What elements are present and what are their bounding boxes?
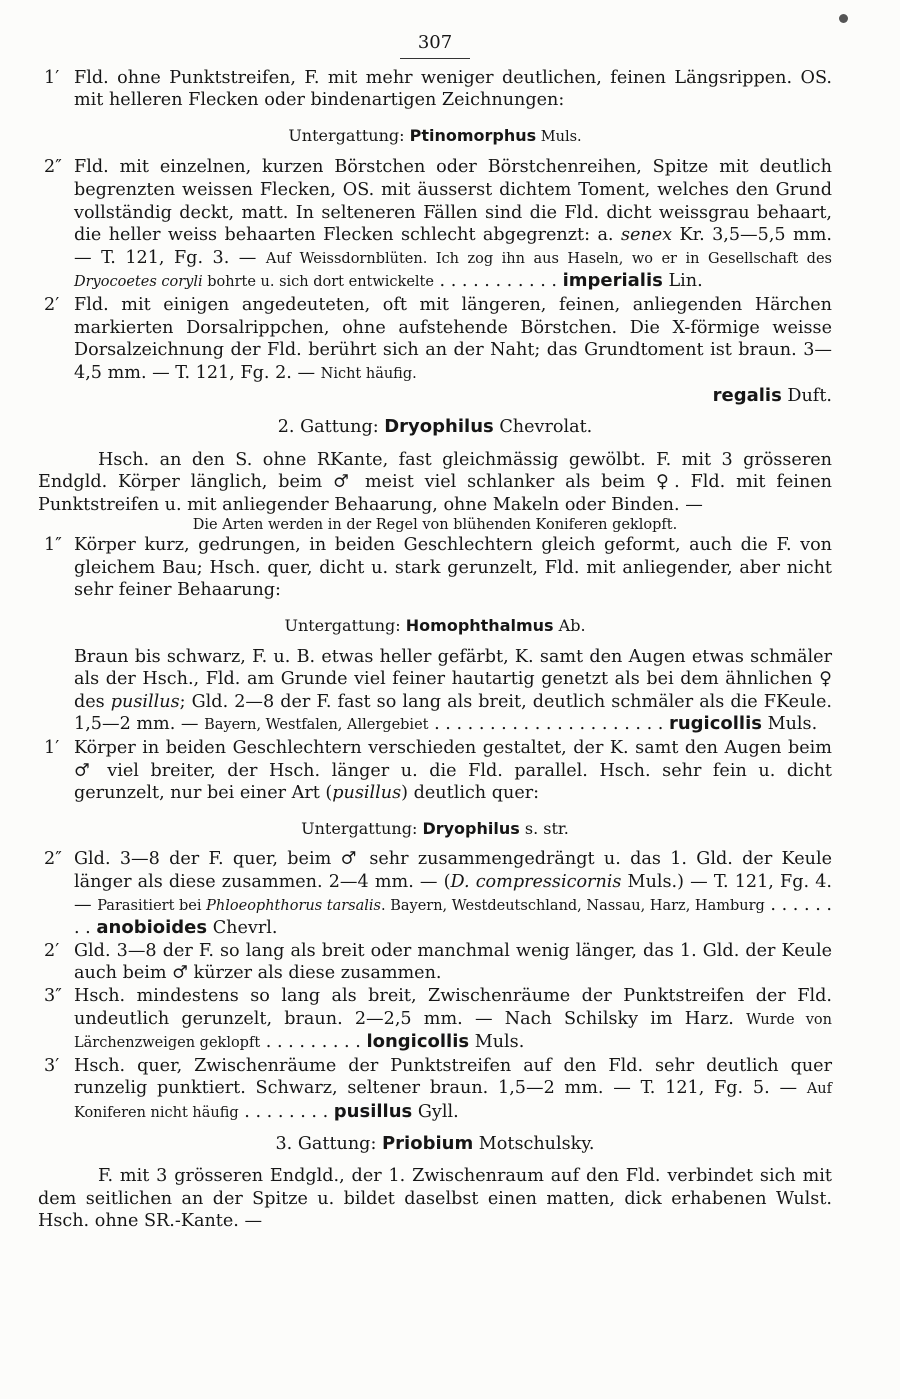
text-run: Braun bis schwarz, F. u. B. etwas heller gefärbt, K. samt den Augen etwas schmäler als der Hsch., Fld. am Grunde viel feiner hautartig genetzt als bei dem ähnlichen ♀ des [74, 646, 832, 712]
text-run: Gld. 3—8 der F. quer, beim ♂ sehr zusammengedrängt u. das 1. Gld. der Keule länger als diese zusammen. 2—4 mm. — ( [74, 849, 832, 892]
text-run: Auf Koniferen nicht häufig [74, 1081, 832, 1121]
text-run: Nicht häufig. [320, 365, 417, 382]
text-run: pusillus [110, 691, 180, 712]
text-run: D. compressicornis [450, 872, 622, 892]
text-run: Duft. [781, 386, 832, 407]
text-run: Gyll. [412, 1101, 459, 1122]
paragraph [38, 1165, 832, 1233]
couplet-number: 3′ [44, 1055, 60, 1076]
text-run: Chevrl. [207, 918, 278, 939]
text-run: Fld. mit einzelnen, kurzen Börstchen oder Börstchenreihen, Spitze mit deutlich begrenzten weissen Flecken, OS. mit äusserst dichtem Toment, welches den Grund vollständig deckt, matt. In selteneren Fällen sind die Fld. dicht weissgrau behaart, die heller weiss behaarten Flecken schlecht abgegrenzt: a. [74, 157, 832, 246]
text-run: Gld. 3—8 der F. so lang als breit oder manchmal wenig länger, das 1. Gld. der Keule auch beim ♂ kürzer als diese zusammen. [74, 940, 832, 984]
species-name: rugicollis [668, 713, 762, 735]
species-line [38, 385, 832, 408]
text-run: . Bayern, Westdeutschland, Nassau, Harz, Hamburg [380, 897, 765, 914]
species-name: longicollis [366, 1031, 470, 1053]
text-run: ) deutlich quer: [401, 783, 540, 804]
text-run: Körper in beiden Geschlechtern verschieden gestaltet, der K. samt den Augen beim ♂ viel breiter, der Hsch. länger u. die Fld. parallel. Hsch. sehr fein u. dicht gerunzelt, nur bei einer Art ( [74, 738, 832, 804]
paragraph [38, 646, 832, 737]
subgenus-heading [38, 818, 832, 841]
text-run: Untergattung: [301, 818, 423, 838]
text-run: Muls. [469, 1032, 525, 1053]
text-run: Untergattung: [288, 125, 410, 145]
species-name: regalis [712, 385, 782, 407]
species-name: Priobium [381, 1132, 474, 1154]
ink-dot [839, 14, 848, 23]
taxon-name: Homophthalmus [405, 616, 554, 636]
text-run: F. mit 3 grösseren Endgld., der 1. Zwischenraum auf den Fld. verbindet sich mit dem seitlichen an der Spitze u. bildet daselbst einen matten, dick erhabenen Wulst. Hsch. ohne SR.-Kante. — [38, 1166, 832, 1232]
text-run: . . . . . . . . [238, 1101, 334, 1122]
text-run: Parasitiert bei [97, 897, 207, 914]
key-couplet [38, 294, 832, 385]
text-run: Ab. [553, 616, 586, 636]
text-run: Muls. [536, 128, 582, 145]
genus-heading [38, 1133, 832, 1156]
species-name: Dryophilus [384, 415, 494, 437]
text-run: Untergattung: [284, 616, 406, 636]
couplet-number: 3″ [44, 985, 62, 1006]
paragraph [38, 449, 832, 517]
taxon-name: Dryophilus [422, 818, 520, 838]
text-run: Phloeophthorus tarsalis [206, 897, 381, 914]
key-couplet [38, 156, 832, 294]
text-run: Hsch. quer, Zwischenräume der Punktstreifen auf den Fld. sehr deutlich quer runzelig punktiert. Schwarz, seltener braun. 1,5—2 mm. — T. 121, Fg. 5. — [74, 1055, 832, 1099]
text-run: Fld. ohne Punktstreifen, F. mit mehr weniger deutlichen, feinen Längsrippen. OS. mit helleren Flecken oder bindenartigen Zeichnungen: [74, 67, 832, 111]
text-run: Dryocoetes coryli [74, 274, 203, 291]
subgenus-heading [38, 125, 832, 149]
page-number-rule [400, 58, 470, 59]
note-line: Die Arten werden in der Regel von blühenden Koniferen geklopft. [192, 517, 678, 534]
taxon-name: Ptinomorphus [409, 125, 537, 145]
key-couplet [38, 1055, 832, 1125]
text-run: Lin. [662, 271, 703, 292]
text-run: . . . . . . . . . . . [433, 271, 563, 292]
text-run: 3. Gattung: [275, 1133, 382, 1154]
text-run: ; Gld. 2—8 der F. fast so lang als breit, deutlich schmäler als die FKeule. 1,5—2 mm. — [74, 691, 832, 735]
couplet-number: 1′ [44, 67, 60, 88]
page-number: 307 [417, 32, 453, 53]
text-run: 2. Gattung: [277, 416, 385, 437]
species-name: anobioides [96, 917, 208, 939]
text-run: Hsch. an den S. ohne RKante, fast gleichmässig gewölbt. F. mit 3 grösseren Endgld. Körper länglich, beim ♂ meist viel schlanker als beim ♀. Fld. mit feinen Punktstreifen u. mit anliegender Behaarung, ohne Makeln oder Binden. — [38, 449, 832, 515]
couplet-number: 1′ [44, 738, 60, 759]
text-run: Chevrolat. [493, 416, 593, 437]
text-run: . . . . . . . . [74, 894, 832, 939]
text-run: Muls. [761, 714, 818, 735]
page-content [38, 67, 832, 1233]
text-run: Wurde von Lärchenzweigen geklopft [74, 1011, 832, 1052]
couplet-number: 2′ [44, 294, 60, 315]
couplet-number: 2″ [44, 849, 62, 870]
subgenus-heading [38, 615, 832, 638]
text-run: Kr. 3,5—5,5 mm. — T. 121, Fg. 3. — [74, 225, 832, 268]
key-couplet [38, 737, 832, 805]
species-name: imperialis [562, 270, 663, 292]
text-run: Muls.) — T. 121, Fg. 4. — [74, 872, 832, 915]
text-run: bohrte u. sich dort entwickelte [202, 274, 434, 291]
text-run: s. str. [519, 818, 569, 838]
couplet-number: 2′ [44, 940, 60, 961]
text-run: pusillus [332, 783, 402, 804]
key-couplet [38, 67, 832, 112]
couplet-number: 2″ [44, 157, 62, 178]
genus-heading [38, 416, 832, 439]
text-run: Fld. mit einigen angedeuteten, oft mit längeren, feinen, anliegenden Härchen markierten Dorsalrippchen, ohne aufstehende Börstchen. Die X-förmige weisse Dorsalzeichnung der Fld. berührt sich an der Naht; das Grundtoment ist braun. 3—4,5 mm. — T. 121, Fg. 2. — [74, 294, 832, 383]
key-couplet [38, 985, 832, 1055]
key-couplet [38, 848, 832, 939]
key-couplet [38, 940, 832, 985]
text-run: . . . . . . . . . . . . . . . . . . . . . [428, 714, 669, 735]
text-run: Körper kurz, gedrungen, in beiden Geschlechtern gleich geformt, auch die F. von gleichem Bau; Hsch. quer, dicht u. stark gerunzelt, Fld. mit anliegender, aber nicht sehr feiner Behaarung: [74, 535, 832, 601]
text-run: Bayern, Westfalen, Allergebiet [204, 717, 429, 734]
text-run: . . . . . . . . . [260, 1032, 367, 1053]
text-run: senex [620, 225, 673, 246]
couplet-number: 1″ [44, 535, 62, 556]
book-page [38, 0, 832, 1233]
species-name: pusillus [333, 1100, 413, 1122]
key-couplet [38, 534, 832, 602]
text-run: Hsch. mindestens so lang als breit, Zwischenräume der Punktstreifen der Fld. undeutlich gerunzelt, braun. 2—2,5 mm. — Nach Schilsky im Harz. [74, 985, 832, 1029]
text-run: Auf Weissdornblüten. Ich zog ihn aus Haseln, wo er in Gesellschaft des [265, 250, 832, 267]
text-run: Motschulsky. [473, 1133, 595, 1154]
